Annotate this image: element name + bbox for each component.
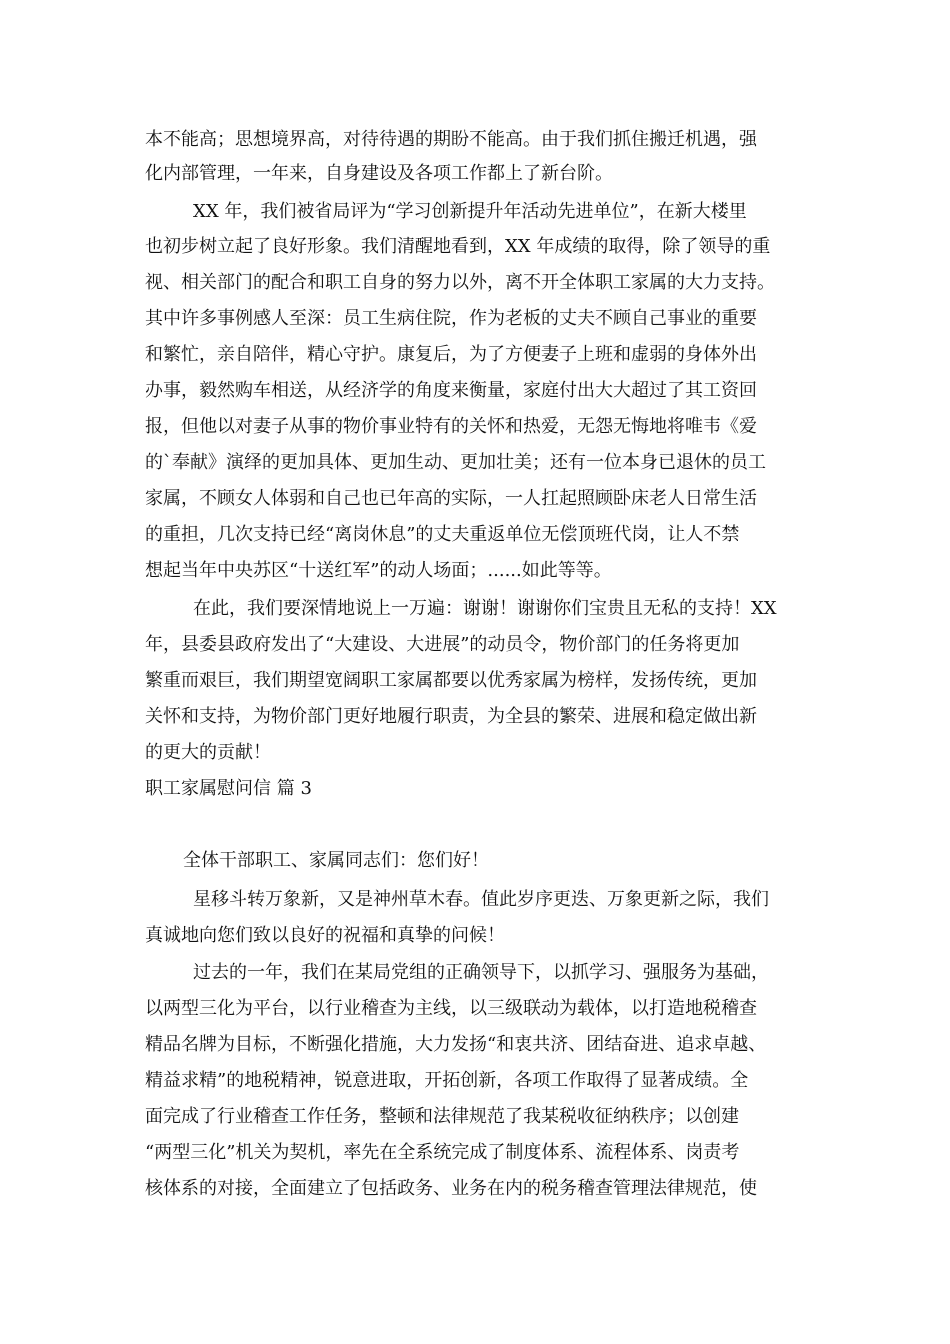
text-line: 真诚地向您们致以良好的祝福和真挚的问候！ bbox=[145, 925, 505, 946]
text-line: 的`奉献》演绎的更加具体、更加生动、更加壮美；还有一位本身已退休的员工 bbox=[145, 452, 766, 473]
text-line: 报，但他以对妻子从事的物价事业特有的关怀和热爱，无怨无悔地将唯韦《爱 bbox=[145, 416, 757, 437]
text-line: 和繁忙，亲自陪伴，精心守护。康复后，为了方便妻子上班和虚弱的身体外出 bbox=[145, 344, 757, 365]
salutation: 全体干部职工、家属同志们：您们好！ bbox=[183, 850, 489, 871]
text-line: 年，县委县政府发出了“大建设、大进展”的动员令，物价部门的任务将更加 bbox=[145, 634, 740, 655]
paragraph-line: 星移斗转万象新，又是神州草木春。值此岁序更迭、万象更新之际，我们 bbox=[193, 889, 769, 910]
text-line: 的重担，几次支持已经“离岗休息”的丈夫重返单位无偿顶班代岗，让人不禁 bbox=[145, 524, 740, 545]
text-line: 核体系的对接，全面建立了包括政务、业务在内的税务稽查管理法律规范，使 bbox=[145, 1178, 757, 1199]
section-heading: 职工家属慰问信 篇 3 bbox=[145, 778, 312, 799]
text-line: 想起当年中央苏区“十送红军”的动人场面；......如此等等。 bbox=[145, 560, 612, 581]
paragraph-line: 过去的一年，我们在某局党组的正确领导下，以抓学习、强服务为基础， bbox=[193, 962, 769, 983]
text-line: 以两型三化为平台，以行业稽查为主线，以三级联动为载体，以打造地税稽查 bbox=[145, 998, 757, 1019]
text-line: 本不能高；思想境界高，对待待遇的期盼不能高。由于我们抓住搬迁机遇，强 bbox=[145, 129, 757, 150]
text-line: 面完成了行业稽查工作任务，整顿和法律规范了我某税收征纳秩序；以创建 bbox=[145, 1106, 739, 1127]
text-line: 家属，不顾女人体弱和自己也已年高的实际，一人扛起照顾卧床老人日常生活 bbox=[145, 488, 757, 509]
text-line: 办事，毅然购车相送，从经济学的角度来衡量，家庭付出大大超过了其工资回 bbox=[145, 380, 757, 401]
text-line: 化内部管理，一年来，自身建设及各项工作都上了新台阶。 bbox=[145, 163, 613, 184]
text-line: 关怀和支持，为物价部门更好地履行职责，为全县的繁荣、进展和稳定做出新 bbox=[145, 706, 757, 727]
text-line: 繁重而艰巨，我们期望宽阔职工家属都要以优秀家属为榜样，发扬传统，更加 bbox=[145, 670, 757, 691]
text-line: 视、相关部门的配合和职工自身的努力以外，离不开全体职工家属的大力支持。 bbox=[145, 272, 775, 293]
paragraph-line: XX 年，我们被省局评为“学习创新提升年活动先进单位”，在新大楼里 bbox=[193, 201, 747, 222]
text-line: 的更大的贡献！ bbox=[145, 742, 271, 763]
text-line: 精品名牌为目标，不断强化措施，大力发扬“和衷共济、团结奋进、追求卓越、 bbox=[145, 1034, 767, 1055]
paragraph-line: 在此，我们要深情地说上一万遍：谢谢！谢谢你们宝贵且无私的支持！XX bbox=[193, 598, 777, 619]
text-line: 也初步树立起了良好形象。我们清醒地看到，XX 年成绩的取得，除了领导的重 bbox=[145, 236, 771, 257]
text-line: “两型三化”机关为契机，率先在全系统完成了制度体系、流程体系、岗责考 bbox=[145, 1142, 740, 1163]
text-line: 其中许多事例感人至深：员工生病住院，作为老板的丈夫不顾自己事业的重要 bbox=[145, 308, 757, 329]
text-line: 精益求精”的地税精神，锐意进取，开拓创新，各项工作取得了显著成绩。全 bbox=[145, 1070, 749, 1091]
